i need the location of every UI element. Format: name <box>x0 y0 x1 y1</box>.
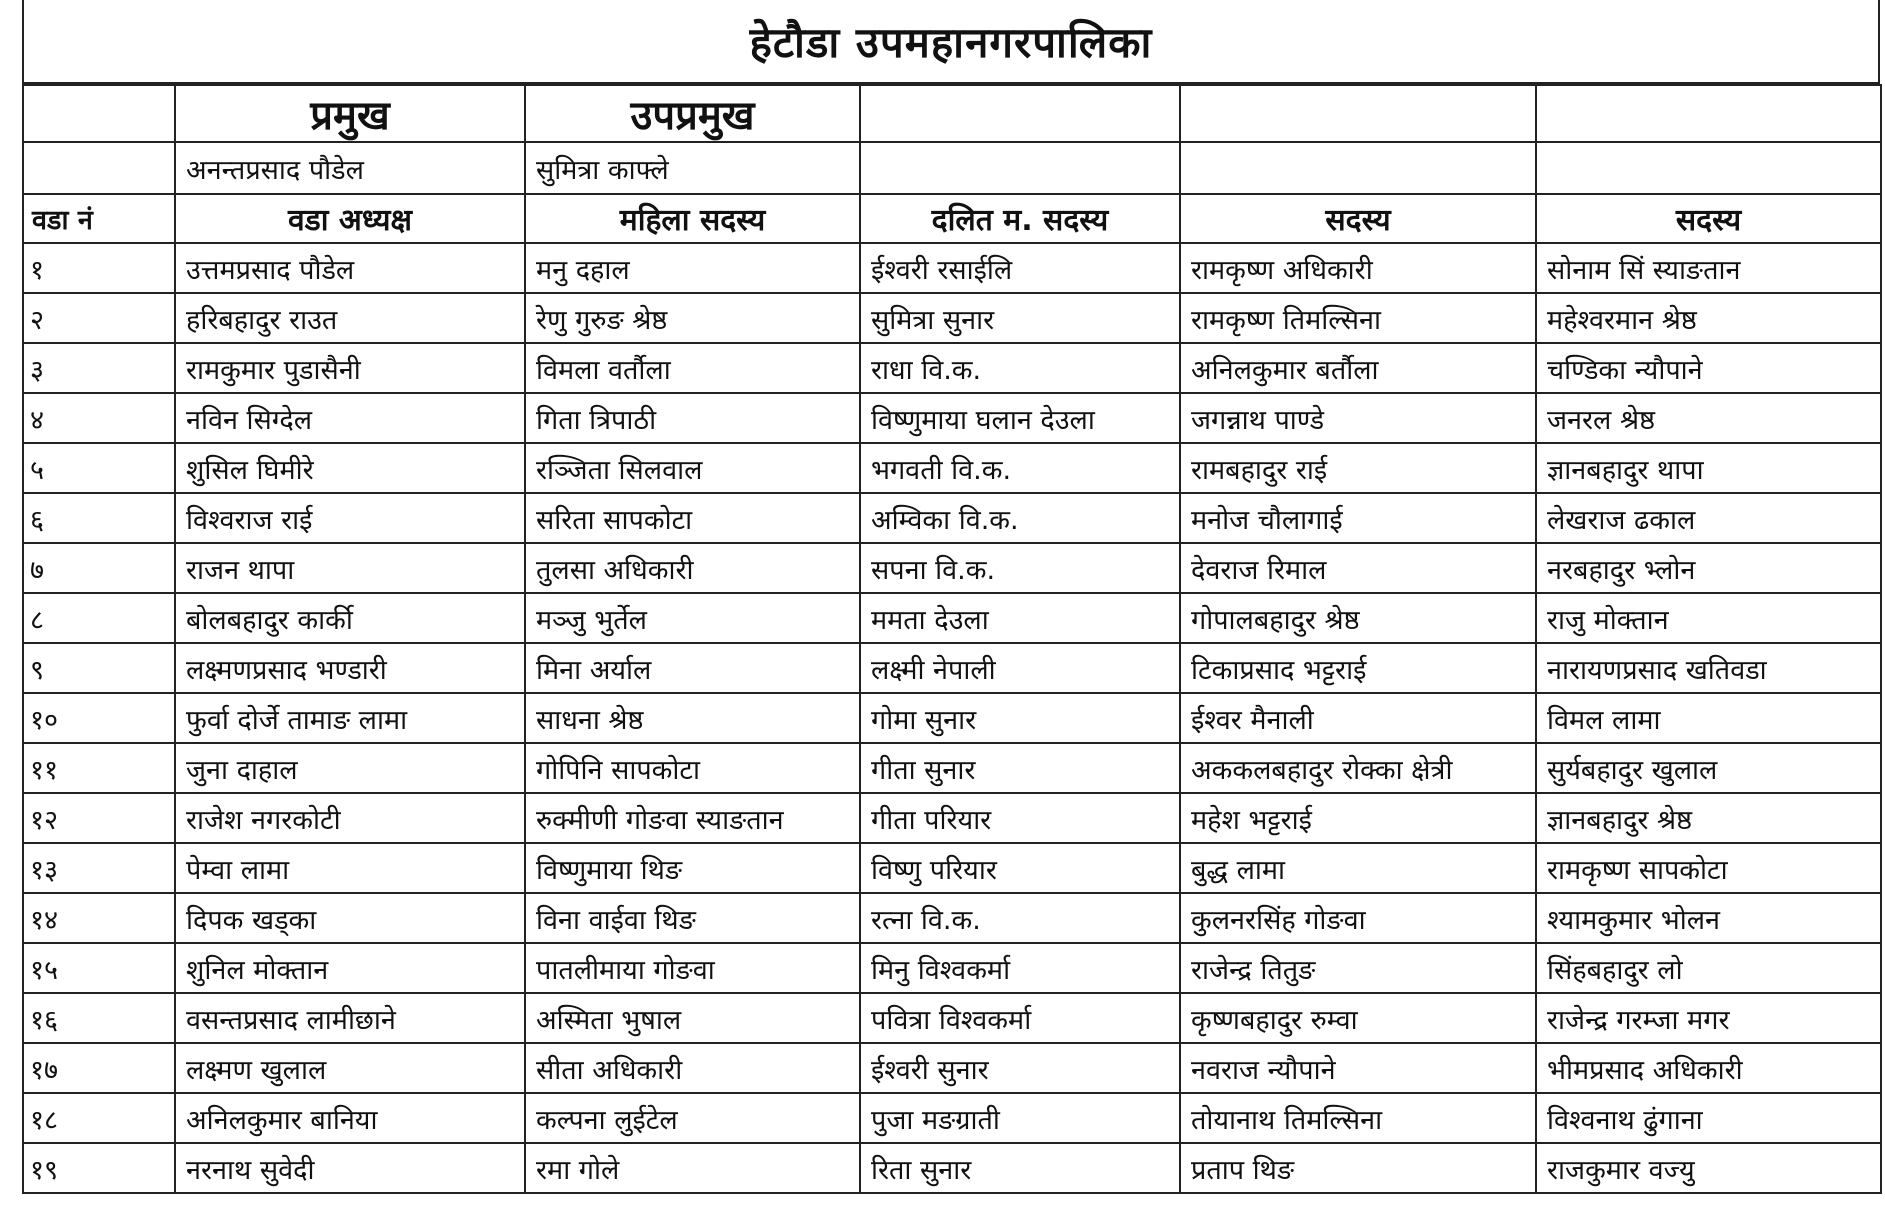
table-row <box>23 743 1881 793</box>
dalit-female-member: रत्ना वि.क. <box>860 893 1180 943</box>
dalit-female-member: गीता सुनार <box>860 743 1180 793</box>
ward-number: १९ <box>23 1143 175 1193</box>
dalit-female-member: राधा वि.क. <box>860 343 1180 393</box>
member-1: तोयानाथ तिमल्सिना <box>1180 1093 1536 1143</box>
table-row <box>23 843 1881 893</box>
ward-number: १७ <box>23 1043 175 1093</box>
leadership-header-row <box>23 85 1881 142</box>
dalit-female-member: मिनु विश्वकर्मा <box>860 943 1180 993</box>
table-row <box>23 493 1881 543</box>
mayor-name: अनन्तप्रसाद पौडेल <box>175 142 525 194</box>
ward-number: ११ <box>23 743 175 793</box>
ward-number: १६ <box>23 993 175 1043</box>
member-1: टिकाप्रसाद भट्टराई <box>1180 643 1536 693</box>
member-2: श्यामकुमार भोलन <box>1536 893 1881 943</box>
empty-cell <box>860 85 1180 142</box>
member-2: नरबहादुर भ्लोन <box>1536 543 1881 593</box>
member-2: राजेन्द्र गरम्जा मगर <box>1536 993 1881 1043</box>
ward-chair: लक्ष्मणप्रसाद भण्डारी <box>175 643 525 693</box>
member-1: अककलबहादुर रोक्का क्षेत्री <box>1180 743 1536 793</box>
member-2: लेखराज ढकाल <box>1536 493 1881 543</box>
female-member: अस्मिता भुषाल <box>525 993 860 1043</box>
member-2: चण्डिका न्यौपाने <box>1536 343 1881 393</box>
ward-chair: शुनिल मोक्तान <box>175 943 525 993</box>
table-row <box>23 1043 1881 1093</box>
female-member: गिता त्रिपाठी <box>525 393 860 443</box>
ward-chair: राजन थापा <box>175 543 525 593</box>
female-member: विष्णुमाया थिङ <box>525 843 860 893</box>
member-2: भीमप्रसाद अधिकारी <box>1536 1043 1881 1093</box>
ward-number: ४ <box>23 393 175 443</box>
dalit-female-member: गीता परियार <box>860 793 1180 843</box>
ward-number: २ <box>23 293 175 343</box>
table-row <box>23 593 1881 643</box>
female-member: कल्पना लुईटेल <box>525 1093 860 1143</box>
ward-chair: अनिलकुमार बानिया <box>175 1093 525 1143</box>
female-member: पातलीमाया गोङवा <box>525 943 860 993</box>
ward-number: १८ <box>23 1093 175 1143</box>
column-header-row <box>23 194 1881 243</box>
ward-chair: फुर्वा दोर्जे तामाङ लामा <box>175 693 525 743</box>
member-1: मनोज चौलागाई <box>1180 493 1536 543</box>
ward-number: १२ <box>23 793 175 843</box>
empty-cell <box>860 142 1180 194</box>
female-member: रेणु गुरुङ श्रेष्ठ <box>525 293 860 343</box>
column-header-member-1: सदस्य <box>1180 194 1536 243</box>
ward-chair: विश्वराज राई <box>175 493 525 543</box>
table-row <box>23 243 1881 293</box>
leadership-names-row <box>23 142 1881 194</box>
member-1: कृष्णबहादुर रुम्वा <box>1180 993 1536 1043</box>
empty-cell <box>1536 85 1881 142</box>
member-1: देवराज रिमाल <box>1180 543 1536 593</box>
dalit-female-member: पवित्रा विश्वकर्मा <box>860 993 1180 1043</box>
table-row <box>23 543 1881 593</box>
table-row <box>23 1093 1881 1143</box>
table-row <box>23 643 1881 693</box>
ward-chair: वसन्तप्रसाद लामीछाने <box>175 993 525 1043</box>
female-member: रमा गोले <box>525 1143 860 1193</box>
dalit-female-member: ईश्वरी सुनार <box>860 1043 1180 1093</box>
member-1: राजेन्द्र तितुङ <box>1180 943 1536 993</box>
empty-cell <box>1180 85 1536 142</box>
column-header-ward-chair: वडा अध्यक्ष <box>175 194 525 243</box>
document-sheet <box>22 0 1882 1205</box>
ward-number: ८ <box>23 593 175 643</box>
member-1: रामकृष्ण अधिकारी <box>1180 243 1536 293</box>
member-2: रामकृष्ण सापकोटा <box>1536 843 1881 893</box>
ward-number: १ <box>23 243 175 293</box>
table-row <box>23 893 1881 943</box>
empty-cell <box>1180 142 1536 194</box>
dalit-female-member: लक्ष्मी नेपाली <box>860 643 1180 693</box>
table-row <box>23 293 1881 343</box>
ward-chair: नरनाथ सुवेदी <box>175 1143 525 1193</box>
mayor-label: प्रमुख <box>175 85 525 142</box>
female-member: मञ्जु भुर्तेल <box>525 593 860 643</box>
female-member: रुक्मीणी गोङवा स्याङतान <box>525 793 860 843</box>
female-member: साधना श्रेष्ठ <box>525 693 860 743</box>
representatives-table <box>22 84 1882 1194</box>
deputy-mayor-name: सुमित्रा काफ्ले <box>525 142 860 194</box>
table-row <box>23 993 1881 1043</box>
ward-chair: जुना दाहाल <box>175 743 525 793</box>
ward-number: १५ <box>23 943 175 993</box>
ward-chair: उत्तमप्रसाद पौडेल <box>175 243 525 293</box>
female-member: मनु दहाल <box>525 243 860 293</box>
member-1: प्रताप थिङ <box>1180 1143 1536 1193</box>
ward-number: ५ <box>23 443 175 493</box>
dalit-female-member: सुमित्रा सुनार <box>860 293 1180 343</box>
female-member: रञ्जिता सिलवाल <box>525 443 860 493</box>
table-row <box>23 393 1881 443</box>
female-member: मिना अर्याल <box>525 643 860 693</box>
female-member: विना वाईवा थिङ <box>525 893 860 943</box>
ward-chair: पेम्वा लामा <box>175 843 525 893</box>
member-2: विमल लामा <box>1536 693 1881 743</box>
title-banner <box>22 0 1880 84</box>
ward-chair: नविन सिग्देल <box>175 393 525 443</box>
ward-chair: शुसिल घिमीरे <box>175 443 525 493</box>
member-1: जगन्नाथ पाण्डे <box>1180 393 1536 443</box>
member-2: ज्ञानबहादुर थापा <box>1536 443 1881 493</box>
dalit-female-member: विष्णु परियार <box>860 843 1180 893</box>
ward-chair: हरिबहादुर राउत <box>175 293 525 343</box>
empty-cell <box>1536 142 1881 194</box>
member-1: महेश भट्टराई <box>1180 793 1536 843</box>
dalit-female-member: पुजा मङग्राती <box>860 1093 1180 1143</box>
member-1: अनिलकुमार बर्तौला <box>1180 343 1536 393</box>
member-2: ज्ञानबहादुर श्रेष्ठ <box>1536 793 1881 843</box>
ward-chair: राजेश नगरकोटी <box>175 793 525 843</box>
dalit-female-member: ईश्वरी रसाईलि <box>860 243 1180 293</box>
dalit-female-member: विष्णुमाया घलान देउला <box>860 393 1180 443</box>
table-row <box>23 943 1881 993</box>
deputy-mayor-label: उपप्रमुख <box>525 85 860 142</box>
empty-cell <box>23 142 175 194</box>
ward-number: ७ <box>23 543 175 593</box>
member-2: राजु मोक्तान <box>1536 593 1881 643</box>
dalit-female-member: रिता सुनार <box>860 1143 1180 1193</box>
female-member: सरिता सापकोटा <box>525 493 860 543</box>
table-row <box>23 793 1881 843</box>
female-member: तुलसा अधिकारी <box>525 543 860 593</box>
female-member: सीता अधिकारी <box>525 1043 860 1093</box>
page-title: हेटौडा उपमहानगरपालिका <box>749 17 1153 67</box>
member-1: कुलनरसिंह गोङवा <box>1180 893 1536 943</box>
member-1: नवराज न्यौपाने <box>1180 1043 1536 1093</box>
dalit-female-member: अम्विका वि.क. <box>860 493 1180 543</box>
member-2: जनरल श्रेष्ठ <box>1536 393 1881 443</box>
ward-chair: रामकुमार पुडासैनी <box>175 343 525 393</box>
ward-number: ३ <box>23 343 175 393</box>
member-1: गोपालबहादुर श्रेष्ठ <box>1180 593 1536 643</box>
column-header-ward-no: वडा नं <box>23 194 175 243</box>
ward-number: ६ <box>23 493 175 543</box>
dalit-female-member: भगवती वि.क. <box>860 443 1180 493</box>
member-1: रामकृष्ण तिमल्सिना <box>1180 293 1536 343</box>
column-header-female-member: महिला सदस्य <box>525 194 860 243</box>
ward-number: १० <box>23 693 175 743</box>
ward-number: ९ <box>23 643 175 693</box>
member-2: राजकुमार वज्यु <box>1536 1143 1881 1193</box>
member-2: नारायणप्रसाद खतिवडा <box>1536 643 1881 693</box>
ward-chair: बोलबहादुर कार्की <box>175 593 525 643</box>
table-row <box>23 443 1881 493</box>
member-1: ईश्वर मैनाली <box>1180 693 1536 743</box>
member-1: बुद्ध लामा <box>1180 843 1536 893</box>
table-row <box>23 693 1881 743</box>
dalit-female-member: ममता देउला <box>860 593 1180 643</box>
empty-cell <box>23 85 175 142</box>
dalit-female-member: गोमा सुनार <box>860 693 1180 743</box>
table-row <box>23 1143 1881 1193</box>
column-header-member-2: सदस्य <box>1536 194 1881 243</box>
table-row <box>23 343 1881 393</box>
female-member: गोपिनि सापकोटा <box>525 743 860 793</box>
ward-chair: दिपक खड्का <box>175 893 525 943</box>
member-2: महेश्वरमान श्रेष्ठ <box>1536 293 1881 343</box>
female-member: विमला वर्तौला <box>525 343 860 393</box>
member-2: सिंहबहादुर लो <box>1536 943 1881 993</box>
column-header-dalit-female-member: दलित म. सदस्य <box>860 194 1180 243</box>
ward-number: १४ <box>23 893 175 943</box>
ward-chair: लक्ष्मण खुलाल <box>175 1043 525 1093</box>
dalit-female-member: सपना वि.क. <box>860 543 1180 593</box>
ward-number: १३ <box>23 843 175 893</box>
member-1: रामबहादुर राई <box>1180 443 1536 493</box>
member-2: सोनाम सिं स्याङतान <box>1536 243 1881 293</box>
member-2: विश्वनाथ ढुंगाना <box>1536 1093 1881 1143</box>
member-2: सुर्यबहादुर खुलाल <box>1536 743 1881 793</box>
